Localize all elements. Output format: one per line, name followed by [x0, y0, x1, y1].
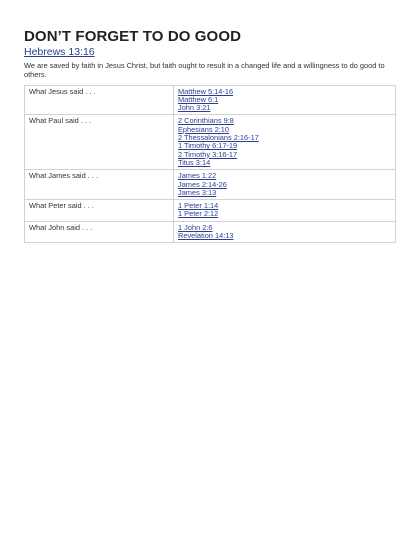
references-table-body	[25, 85, 396, 243]
table-row	[25, 115, 396, 170]
scripture-reference-link[interactable]: John 3:21	[178, 103, 211, 113]
speaker-cell: What James said . . .	[25, 170, 174, 200]
table-row	[25, 200, 396, 222]
references-cell	[174, 221, 396, 243]
references-cell	[174, 170, 396, 200]
scripture-reference-link[interactable]: 2 Thessalonians 2:16-17	[178, 133, 259, 143]
scripture-reference-link[interactable]: 1 Peter 2:12	[178, 209, 219, 219]
references-cell	[174, 85, 396, 115]
scripture-reference-link[interactable]: Ephesians 2:10	[178, 124, 229, 134]
page-title: DON’T FORGET TO DO GOOD	[24, 28, 242, 45]
references-cell	[174, 115, 396, 170]
speaker-cell: What Peter said . . .	[25, 200, 174, 222]
scripture-reference-link[interactable]: James 2:14-26	[178, 179, 227, 189]
scripture-reference-link[interactable]: 2 Corinthians 9:8	[178, 116, 234, 126]
scripture-reference-link[interactable]: Revelation 14:13	[178, 231, 234, 241]
speaker-cell: What John said . . .	[25, 221, 174, 243]
scripture-reference-link[interactable]: James 3:13	[178, 187, 217, 197]
scripture-reference-link[interactable]: 1 Peter 1:14	[178, 201, 219, 211]
intro-paragraph: We are saved by faith in Jesus Christ, but faith ought to result in a changed life and a willingness to do good to others.	[24, 61, 385, 80]
scripture-reference-link[interactable]: Matthew 6:1	[178, 94, 219, 104]
scripture-reference-link[interactable]: Titus 3:14	[178, 157, 211, 167]
document-page	[24, 28, 396, 243]
table-row	[25, 170, 396, 200]
references-cell	[174, 200, 396, 222]
scripture-reference-link[interactable]: James 1:22	[178, 171, 217, 181]
speaker-cell: What Paul said . . .	[25, 115, 174, 170]
table-row	[25, 221, 396, 243]
scripture-reference-link[interactable]: Matthew 5:14-16	[178, 86, 234, 96]
speaker-cell: What Jesus said . . .	[25, 85, 174, 115]
scripture-reference-link[interactable]: 2 Timothy 3:16-17	[178, 149, 238, 159]
scripture-reference-link[interactable]: 1 Timothy 6:17-19	[178, 141, 238, 151]
scripture-reference-link[interactable]: 1 John 2:6	[178, 222, 213, 232]
references-table	[24, 85, 396, 244]
table-row	[25, 85, 396, 115]
subtitle-link-hebrews[interactable]: Hebrews 13:16	[24, 46, 95, 58]
